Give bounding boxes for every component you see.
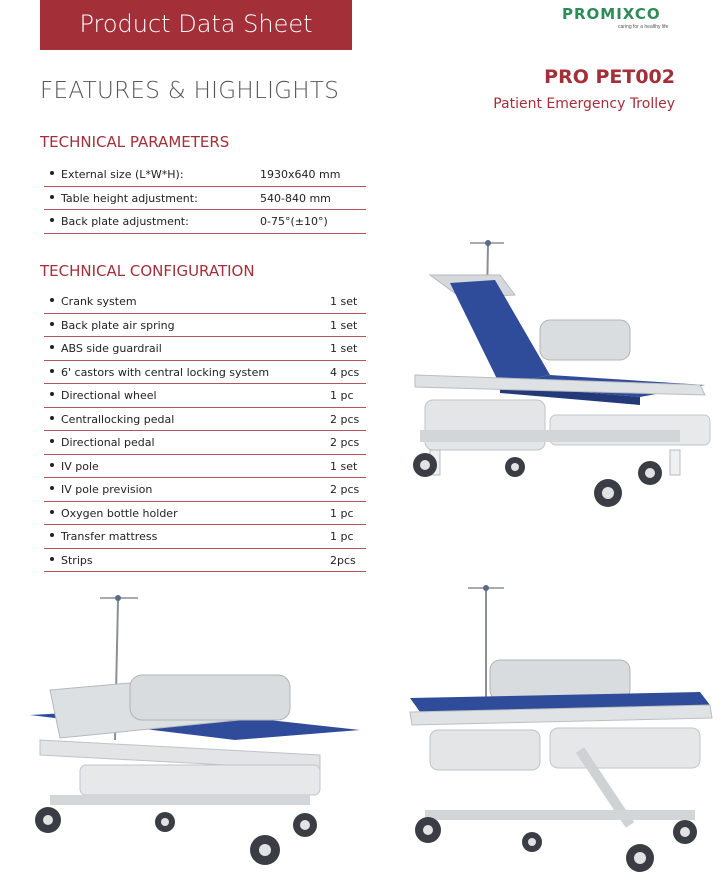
config-row (44, 455, 366, 479)
header-banner (40, 0, 352, 50)
header-title: Product Data Sheet (79, 10, 313, 38)
config-label: Directional wheel (61, 389, 157, 402)
config-value: 1 set (330, 295, 358, 308)
config-value: 1 pc (330, 530, 354, 543)
bullet-icon (50, 195, 54, 199)
parameter-row (44, 210, 366, 234)
config-value: 2 pcs (330, 483, 360, 496)
bullet-icon (50, 392, 54, 396)
trolley-image-flat-right (400, 580, 722, 880)
config-row (44, 431, 366, 455)
parameter-row (44, 163, 366, 187)
trolley-image-flat-left (20, 580, 365, 880)
bullet-icon (50, 510, 54, 514)
config-label: Strips (61, 553, 93, 567)
config-row (44, 478, 366, 502)
bullet-icon (50, 218, 54, 222)
config-label: IV pole (61, 459, 99, 473)
configuration-section-title: TECHNICAL CONFIGURATION (40, 262, 255, 280)
config-row (44, 290, 366, 314)
config-row (44, 408, 366, 432)
parameter-label: External size (L*W*H): (61, 168, 184, 181)
config-label: Oxygen bottle holder (61, 506, 178, 520)
config-row (44, 502, 366, 526)
product-model: PRO PET002 (544, 66, 675, 88)
config-label: 6' castors with central locking system (61, 365, 270, 379)
bullet-icon (50, 486, 54, 490)
bullet-icon (50, 298, 54, 302)
bullet-icon (50, 557, 54, 561)
parameter-label: Table height adjustment: (61, 191, 198, 205)
config-value: 1 set (330, 318, 358, 332)
bullet-icon (50, 463, 54, 467)
config-value: 2 pcs (330, 436, 360, 449)
config-value: 1 pc (330, 389, 354, 402)
config-value: 2pcs (330, 553, 356, 567)
config-label: Transfer mattress (61, 530, 158, 543)
config-value: 1 pc (330, 506, 354, 520)
bullet-icon (50, 369, 54, 373)
trolley-image-reclined (400, 235, 720, 515)
parameter-label: Back plate adjustment: (61, 215, 189, 228)
config-value: 1 set (330, 459, 358, 473)
config-value: 4 pcs (330, 365, 360, 379)
bullet-icon (50, 416, 54, 420)
config-label: IV pole prevision (61, 483, 153, 496)
config-label: ABS side guardrail (61, 342, 162, 355)
config-row (44, 314, 366, 338)
parameters-section-title: TECHNICAL PARAMETERS (40, 133, 230, 151)
parameter-row (44, 187, 366, 211)
config-value: 2 pcs (330, 412, 360, 426)
features-title: FEATURES & HIGHLIGHTS (40, 78, 340, 104)
bullet-icon (50, 171, 54, 175)
bullet-icon (50, 345, 54, 349)
config-row (44, 337, 366, 361)
bullet-icon (50, 439, 54, 443)
config-row (44, 384, 366, 408)
bullet-icon (50, 322, 54, 326)
parameter-value: 1930x640 mm (260, 168, 341, 181)
config-row (44, 549, 366, 573)
parameters-table (44, 163, 366, 234)
config-label: Back plate air spring (61, 318, 175, 332)
config-row (44, 525, 366, 549)
bullet-icon (50, 533, 54, 537)
config-label: Centrallocking pedal (61, 412, 175, 426)
config-label: Directional pedal (61, 436, 155, 449)
product-name: Patient Emergency Trolley (493, 96, 675, 112)
parameter-value: 540-840 mm (260, 191, 331, 205)
config-row (44, 361, 366, 385)
brand-logo-text: PROMIXCO (562, 5, 661, 23)
brand-logo (562, 5, 682, 35)
parameter-value: 0-75°(±10°) (260, 215, 328, 228)
config-value: 1 set (330, 342, 358, 355)
brand-tagline: caring for a healthy life (618, 24, 669, 30)
configuration-table (44, 290, 366, 572)
config-label: Crank system (61, 295, 137, 308)
